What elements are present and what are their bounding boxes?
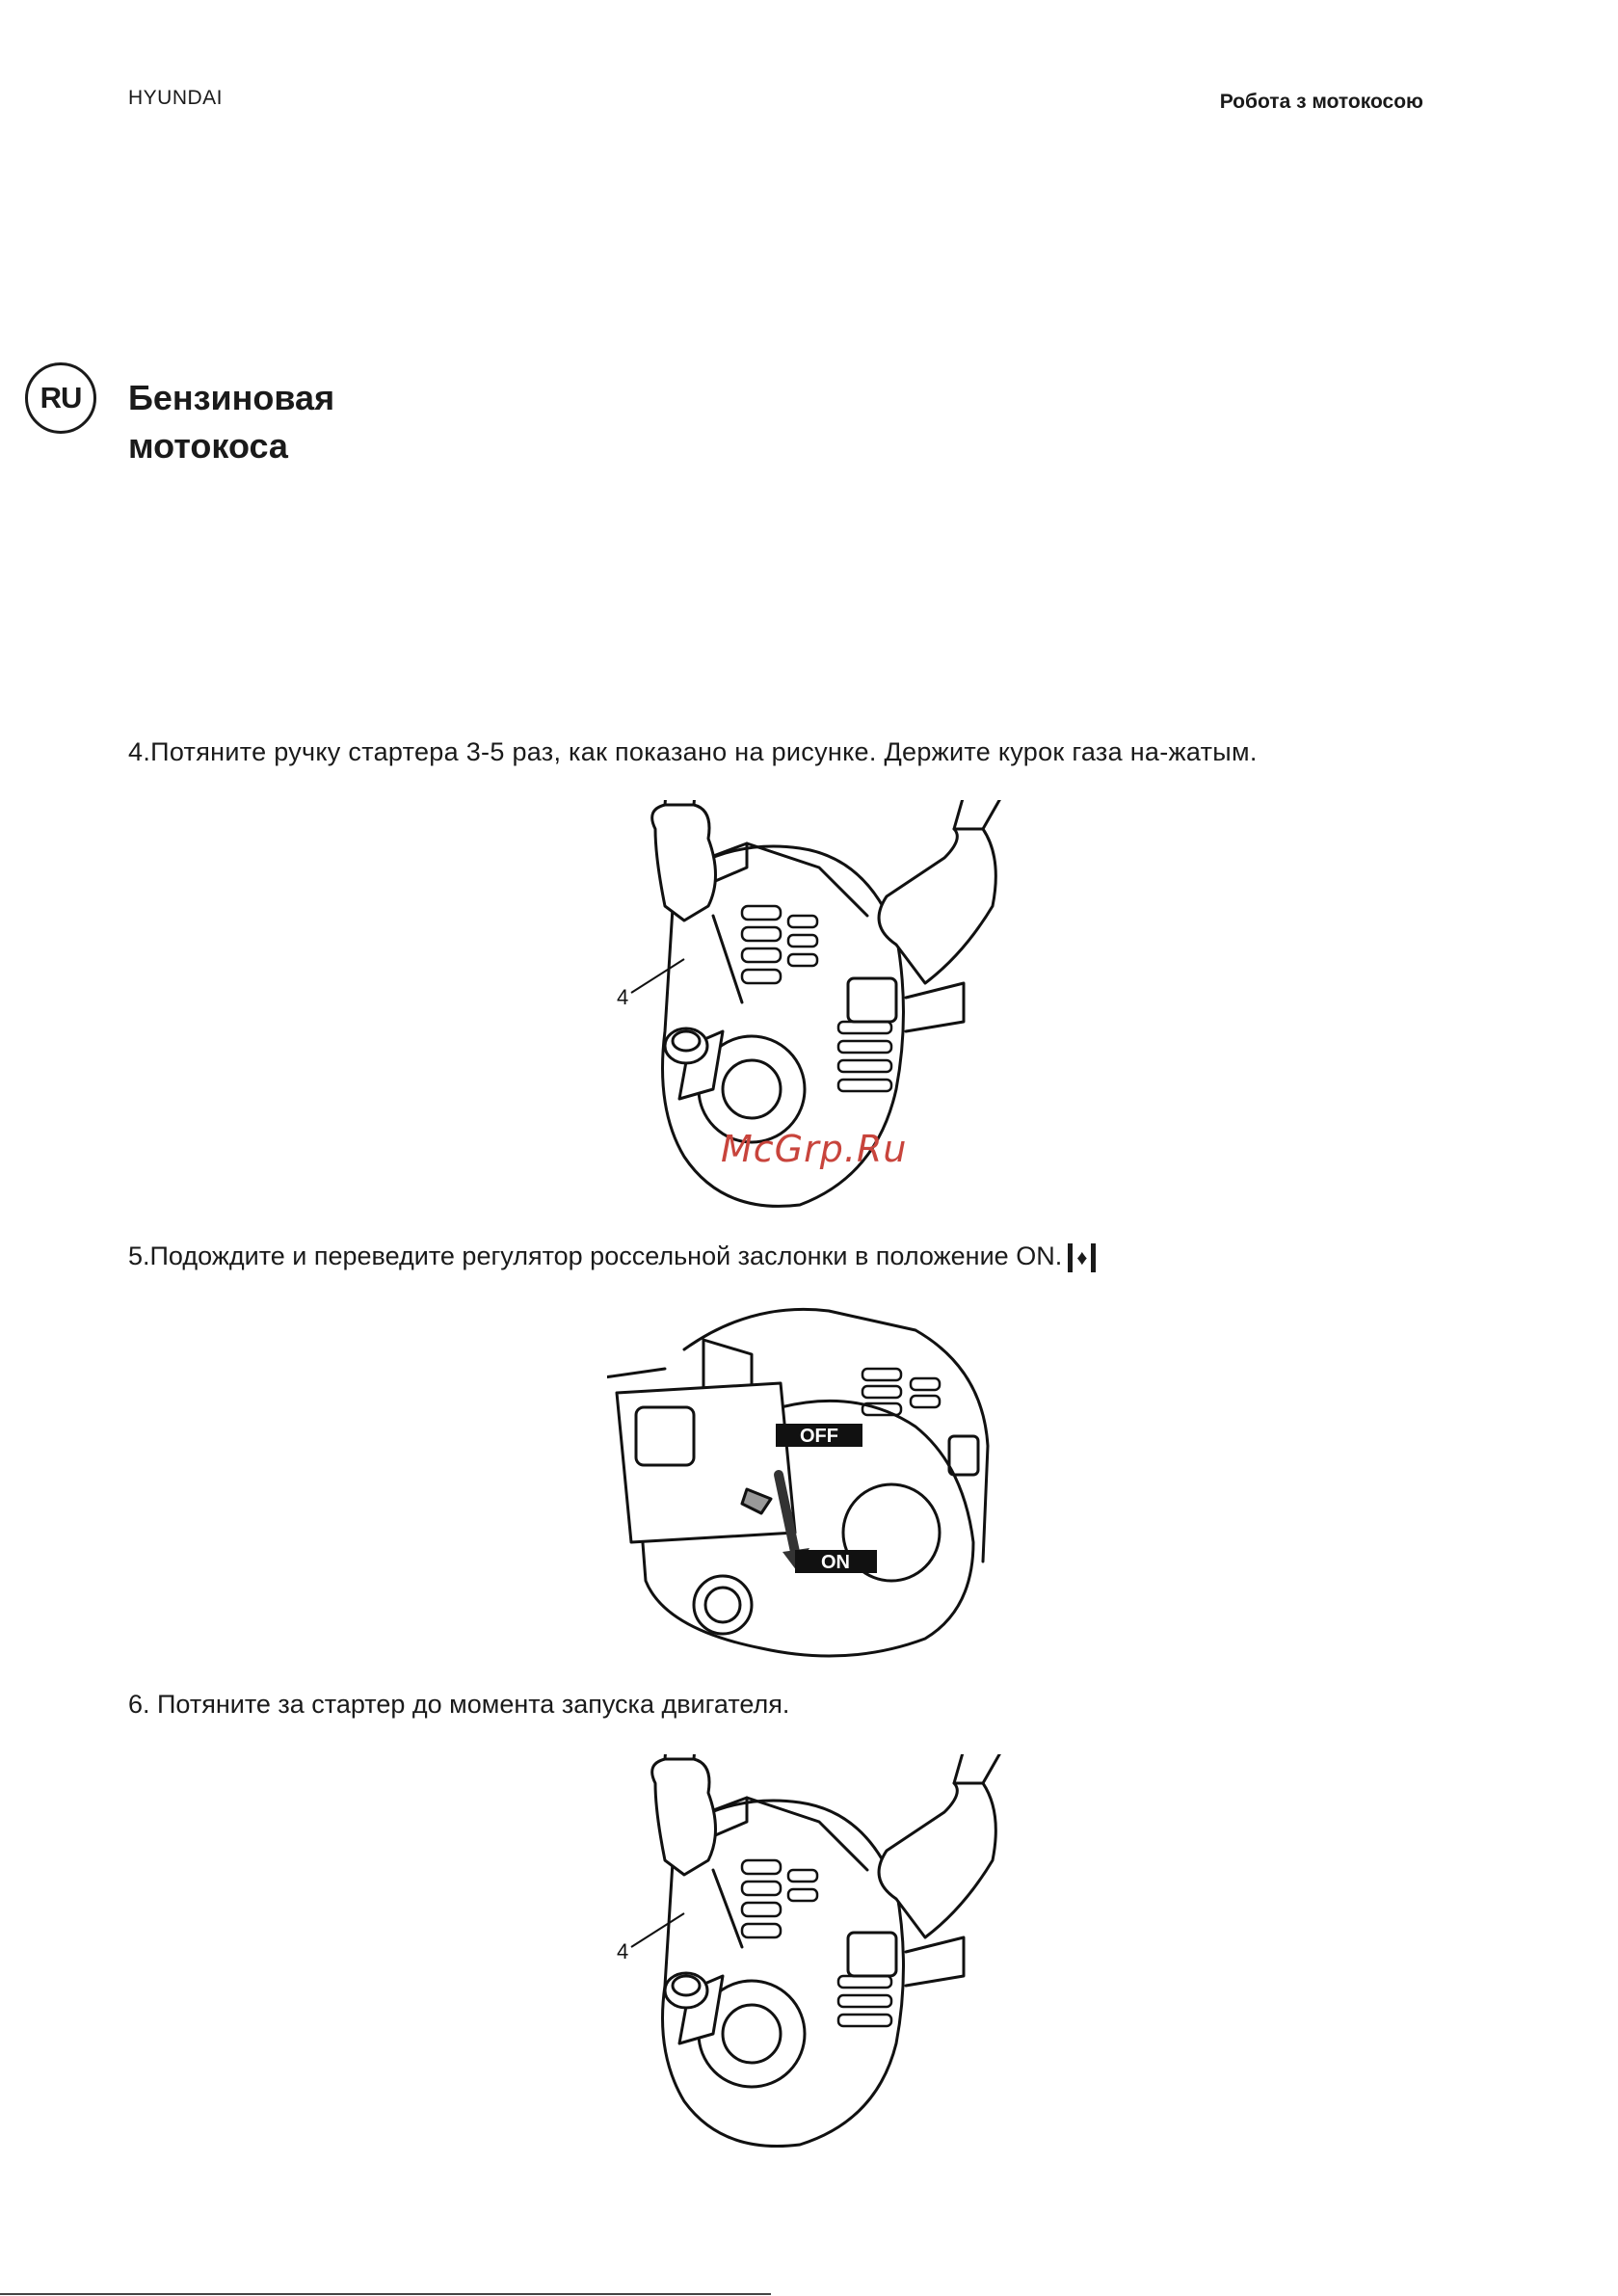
step-5-label: 5.Подождите и переведите регулятор россельной заслонки в положение ON. <box>128 1241 1063 1270</box>
figure-choke-lever <box>607 1292 1012 1658</box>
page-title <box>128 374 334 470</box>
callout-label: 4 <box>617 1939 629 1963</box>
choke-symbol-icon: ♦ <box>1068 1239 1096 1277</box>
step-6-text: 6. Потяните за стартер до момента запуска двигателя. <box>128 1690 790 1719</box>
section-title: Робота з мотокосою <box>1219 91 1423 113</box>
watermark: McGrp.Ru <box>721 1128 908 1170</box>
title-line-2: мотокоса <box>128 426 288 466</box>
step-4-text: 4.Потяните ручку стартера 3-5 раз, как показано на рисунке. Держите курок газа на-жатым. <box>128 737 1258 766</box>
language-badge: RU <box>25 362 96 434</box>
brand-name: HYUNDAI <box>128 87 224 109</box>
footer-rule <box>0 2293 771 2295</box>
off-label: OFF <box>800 1426 838 1447</box>
step-5-text <box>128 1237 1456 1277</box>
figure-starter-pull-2 <box>578 1754 1031 2159</box>
callout-label: 4 <box>617 985 629 1009</box>
on-label: ON <box>821 1552 850 1573</box>
title-line-1: Бензиновая <box>128 378 335 417</box>
